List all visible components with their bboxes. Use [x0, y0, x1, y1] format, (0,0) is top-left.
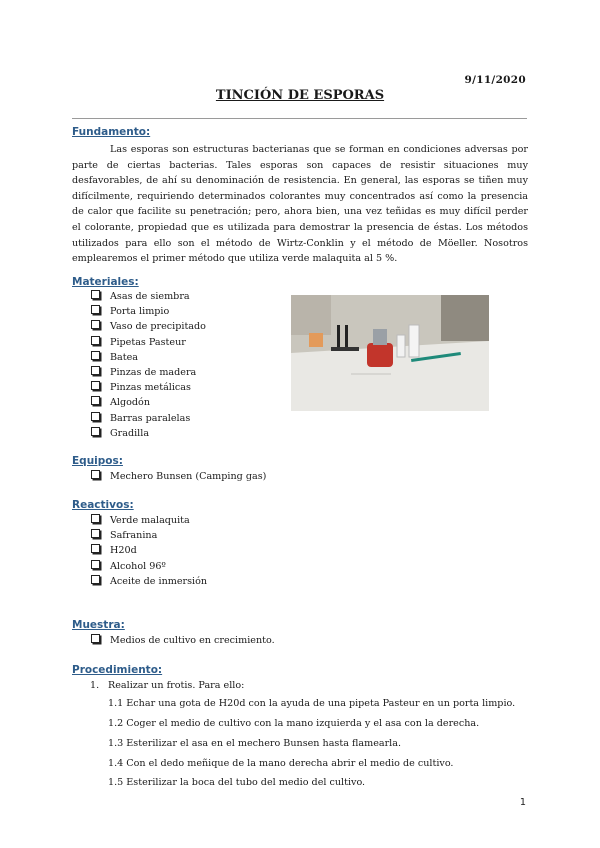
list-item [91, 411, 206, 426]
reactivos-list [91, 513, 207, 589]
list-item [91, 559, 207, 574]
list-item [91, 365, 206, 380]
list-item [91, 528, 207, 543]
list-item-label: Verde malaquita [110, 515, 190, 526]
page-title: TINCIÓN DE ESPORAS [215, 88, 385, 103]
list-item [91, 380, 206, 395]
substep: 1.5 Esterilizar la boca del tubo del medio del cultivo. [108, 777, 366, 788]
list-item-label: Safranina [110, 530, 158, 542]
list-item-label: Medios de cultivo en crecimiento. [110, 635, 275, 646]
muestra-heading: Muestra: [72, 619, 125, 631]
substep: 1.2 Coger el medio de cultivo con la mano izquierda y el asa con la derecha. [108, 718, 480, 729]
list-item [91, 574, 207, 589]
list-item-label: Barras paralelas [110, 412, 191, 424]
checkbox-bullet-icon [91, 305, 100, 314]
materiales-list [91, 289, 206, 441]
checkbox-bullet-icon [91, 470, 100, 479]
equipos-heading: Equipos: [72, 455, 123, 467]
list-item [91, 513, 207, 528]
list-item-label: Porta limpio [110, 306, 170, 318]
document-date: 9/11/2020 [464, 74, 526, 86]
list-item [91, 289, 206, 304]
page-number: 1 [519, 797, 526, 808]
fundamento-paragraph: Las esporas son estructuras bacterianas que se forman en condiciones adversas por parte de ciertas bacterias. Tales esporas son capaces de resistir situaciones muy desfavorables, de ahí su denominación de resistencia. En general, las esporas se tiñen muy difícilmente, requiriendo determinados colorantes muy concentrados así como la presencia de calor que facilite su penetración; pero, ahora bien, una vez teñidas es muy difícil perder el colorante, propiedad que es utilizada para demostrar la presencia de éstas. Los métodos utilizados para ello son el método de Wirtz-Conklin y el método de Möeller. Nosotros emplearemos el primer método que utiliza verde malaquita al 5 %. [72, 144, 528, 265]
list-item-label: Algodón [110, 397, 151, 409]
list-item-label: Aceite de inmersión [110, 575, 208, 587]
list-item [91, 543, 207, 558]
list-item-label: Pipetas Pasteur [110, 336, 186, 348]
checkbox-bullet-icon [91, 427, 100, 436]
list-item [91, 426, 206, 441]
list-item-label: Asas de siembra [110, 291, 190, 302]
photo-slide [351, 373, 391, 375]
materiales-heading: Materiales: [72, 276, 139, 288]
list-item [91, 335, 206, 350]
step-number: 1. [90, 680, 100, 691]
procedimiento-heading: Procedimiento: [72, 664, 163, 676]
checkbox-bullet-icon [91, 575, 100, 584]
list-item-label: Alcohol 96º [110, 560, 166, 572]
list-item-label: H20d [110, 545, 137, 557]
list-item-label: Pinzas metálicas [110, 382, 191, 394]
photo-wash-bottle [409, 325, 419, 357]
checkbox-bullet-icon [91, 290, 100, 299]
list-item-label: Batea [110, 351, 139, 363]
checkbox-bullet-icon [91, 336, 100, 345]
list-item-label: Mechero Bunsen (Camping gas) [110, 471, 267, 482]
checkbox-bullet-icon [91, 560, 100, 569]
substep: 1.3 Esterilizar el asa en el mechero Bunsen hasta flamearla. [108, 738, 402, 749]
list-item [91, 350, 206, 365]
fundamento-heading: Fundamento: [72, 126, 151, 138]
step-text: Realizar un frotis. Para ello: [108, 680, 245, 691]
list-item [91, 633, 275, 648]
title-divider [72, 118, 527, 119]
checkbox-bullet-icon [91, 351, 100, 360]
photo-burner-head [373, 329, 387, 345]
list-item [91, 304, 206, 319]
checkbox-bullet-icon [91, 529, 100, 538]
substep: 1.1 Echar una gota de H20d con la ayuda de una pipeta Pasteur en un porta limpio. [108, 698, 516, 709]
list-item-label: Pinzas de madera [110, 366, 197, 378]
equipos-list [91, 469, 266, 484]
checkbox-bullet-icon [91, 366, 100, 375]
checkbox-bullet-icon [91, 412, 100, 421]
checkbox-bullet-icon [91, 544, 100, 553]
list-item [91, 395, 206, 410]
checkbox-bullet-icon [91, 381, 100, 390]
list-item [91, 319, 206, 334]
checkbox-bullet-icon [91, 320, 100, 329]
muestra-list [91, 633, 275, 648]
photo-bunsen-burner [367, 343, 393, 367]
list-item [91, 469, 266, 484]
checkbox-bullet-icon [91, 514, 100, 523]
photo-bottle [397, 335, 405, 357]
photo-background-person [441, 295, 489, 341]
substep: 1.4 Con el dedo meñique de la mano derecha abrir el medio de cultivo. [108, 758, 454, 769]
checkbox-bullet-icon [91, 634, 100, 643]
photo-rack-base [331, 347, 359, 351]
lab-photo [291, 295, 489, 411]
photo-orange-box [309, 333, 323, 347]
list-item-label: Vaso de precipitado [110, 321, 206, 333]
reactivos-heading: Reactivos: [72, 499, 134, 511]
checkbox-bullet-icon [91, 396, 100, 405]
photo-background-left [291, 295, 331, 335]
list-item-label: Gradilla [110, 427, 150, 439]
